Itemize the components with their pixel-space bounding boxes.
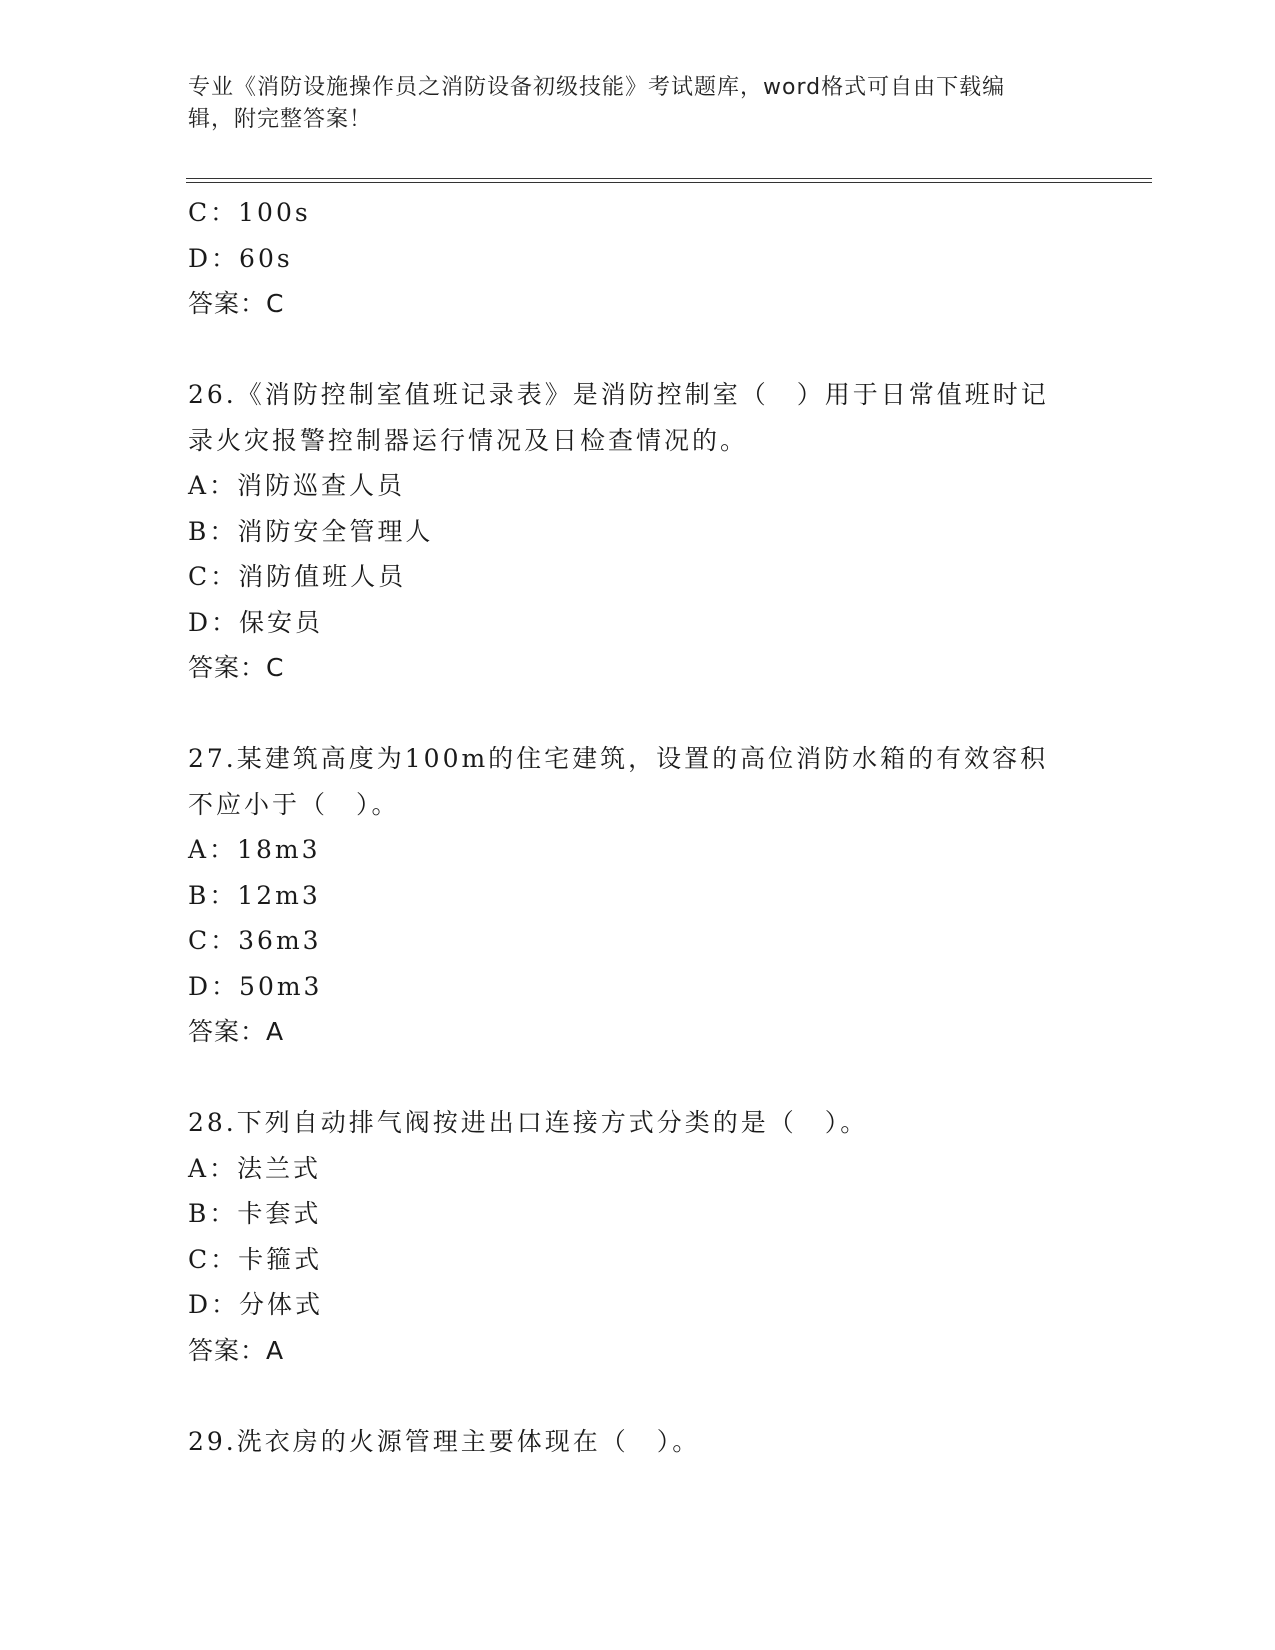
option-b: B：12m3	[188, 880, 321, 910]
option-a: A：法兰式	[188, 1153, 322, 1183]
header-rule-bottom	[186, 182, 1152, 183]
option-d: D：保安员	[188, 607, 324, 637]
question-stem: 27.某建筑高度为100m的住宅建筑，设置的高位消防水箱的有效容积	[188, 744, 1049, 773]
option-c: C：消防值班人员	[188, 562, 407, 591]
option-c: C：卡箍式	[188, 1244, 323, 1274]
answer-line: 答案：C	[188, 289, 285, 318]
option-d: D：分体式	[188, 1290, 324, 1319]
answer-line: 答案：C	[188, 653, 285, 682]
question-block-29	[188, 1419, 1088, 1465]
option-c: C：100s	[188, 198, 311, 227]
question-stem: 26.《消防控制室值班记录表》是消防控制室（ ）用于日常值班时记	[188, 380, 1049, 409]
option-d: D：50m3	[188, 971, 323, 1001]
question-stem: 29.洗衣房的火源管理主要体现在（ ）。	[188, 1426, 701, 1456]
option-a: A：18m3	[188, 835, 321, 864]
page-header	[188, 72, 1088, 136]
question-block-26	[188, 372, 1088, 691]
question-content	[188, 190, 1088, 1464]
question-block-28	[188, 1100, 1088, 1373]
header-line-2: 辑，附完整答案！	[188, 107, 373, 132]
header-rule-top	[186, 178, 1152, 179]
option-c: C：36m3	[188, 926, 322, 955]
option-b: B：消防安全管理人	[188, 516, 434, 546]
question-stem: 28.下列自动排气阀按进出口连接方式分类的是（ ）。	[188, 1108, 869, 1137]
question-block-27	[188, 736, 1088, 1055]
question-block-25	[188, 190, 1088, 327]
question-stem: 不应小于（ ）。	[188, 789, 400, 819]
option-d: D：60s	[188, 243, 293, 273]
question-stem: 录火灾报警控制器运行情况及日检查情况的。	[188, 425, 749, 455]
option-b: B：卡套式	[188, 1199, 322, 1228]
option-a: A：消防巡查人员	[188, 471, 406, 500]
answer-line: 答案：A	[188, 1017, 285, 1046]
answer-line: 答案：A	[188, 1335, 285, 1365]
header-line-1: 专业《消防设施操作员之消防设备初级技能》考试题库，word格式可自由下载编	[188, 75, 1006, 100]
